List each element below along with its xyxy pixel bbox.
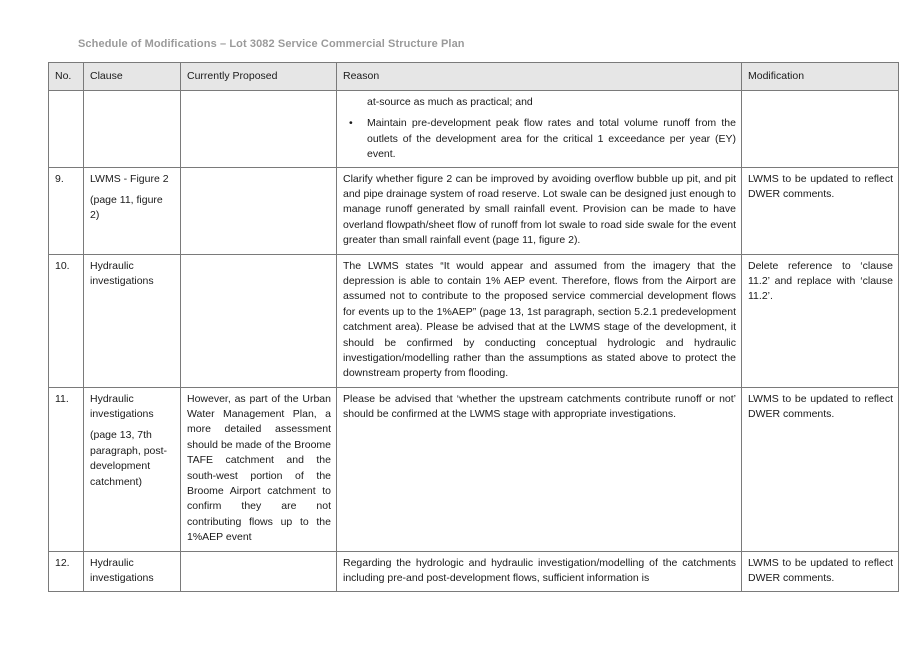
column-header-no: No. <box>49 63 84 91</box>
column-header-currently-proposed: Currently Proposed <box>181 63 337 91</box>
modifications-table <box>48 62 899 592</box>
cell-currently-proposed: However, as part of the Urban Water Management Plan, a more detailed assessment should be made of the Broome TAFE catchment and the south-west portion of the Broome Airport catchment to confirm they are not contributing flows up to the 1%AEP event <box>181 387 337 551</box>
cell-currently-proposed <box>181 551 337 591</box>
cell-reason: Please be advised that ‘whether the upstream catchments contribute runoff or not’ should be confirmed at the LWMS stage with appropriate investigations. <box>337 387 742 551</box>
cell-no: 9. <box>49 167 84 254</box>
cell-modification: LWMS to be updated to reflect DWER comments. <box>742 387 899 551</box>
reason-list-item: at-source as much as practical; and <box>367 96 533 108</box>
cell-currently-proposed <box>181 91 337 168</box>
cell-reason <box>337 91 742 168</box>
cell-reason: The LWMS states “It would appear and assumed from the imagery that the depression is able to contain 1% AEP event. Therefore, flows from the Airport are assumed not to contribute to the proposed service commercial development flows for events up to the 1%AEP” (page 13, 1st paragraph, section 5.2.1 predevelopment catchment area). Please be advised that at the LWMS stage of the development, it should be confirmed by conducting conceptual hydrologic and hydraulic investigation/modelling rather than the assumptions as stated above to protect the downstream property from flooding. <box>337 254 742 387</box>
cell-no: 12. <box>49 551 84 591</box>
document-header: Schedule of Modifications – Lot 3082 Service Commercial Structure Plan <box>78 38 465 50</box>
table-row <box>49 91 899 168</box>
cell-currently-proposed <box>181 254 337 387</box>
table-row <box>49 167 899 254</box>
cell-modification: LWMS to be updated to reflect DWER comments. <box>742 167 899 254</box>
clause-line: (page 13, 7th paragraph, post-development catchment) <box>90 429 168 488</box>
cell-clause <box>84 91 181 168</box>
reason-list-item: • Maintain pre-development peak flow rates and total volume runoff from the outlets of the development area for the critical 1 exceedance per year (EY) event. <box>367 116 736 162</box>
column-header-modification: Modification <box>742 63 899 91</box>
cell-no <box>49 91 84 168</box>
cell-clause <box>84 254 181 387</box>
clause-line: LWMS - Figure 2 <box>90 172 169 185</box>
cell-clause <box>84 167 181 254</box>
reason-list <box>343 95 736 163</box>
cell-no: 10. <box>49 254 84 387</box>
cell-clause <box>84 387 181 551</box>
table-row <box>49 254 899 387</box>
column-header-clause: Clause <box>84 63 181 91</box>
cell-modification: Delete reference to ‘clause 11.2’ and replace with ‘clause 11.2’. <box>742 254 899 387</box>
cell-reason: Regarding the hydrologic and hydraulic investigation/modelling of the catchments including pre-and post-development flows, sufficient information is <box>337 551 742 591</box>
cell-no: 11. <box>49 387 84 551</box>
cell-reason: Clarify whether figure 2 can be improved by avoiding overflow bubble up pit, and pit and pipe drainage system of road reserve. Lot swale can be designed just enough to manage runoff generated by small rainfall event. Provision can be made to have overland flowpath/sheet flow of runoff from lot swale to road side swale for the event greater than small rainfall event (page 11, figure 2). <box>337 167 742 254</box>
clause-line: (page 11, figure 2) <box>90 194 163 222</box>
cell-modification: LWMS to be updated to reflect DWER comments. <box>742 551 899 591</box>
cell-currently-proposed <box>181 167 337 254</box>
cell-modification <box>742 91 899 168</box>
table-row <box>49 551 899 591</box>
cell-clause <box>84 551 181 591</box>
clause-line: Hydraulic investigations <box>90 556 154 585</box>
table-header-row <box>49 63 899 91</box>
column-header-reason: Reason <box>337 63 742 91</box>
clause-line: Hydraulic investigations <box>90 392 154 421</box>
table-row <box>49 387 899 551</box>
clause-line: Hydraulic investigations <box>90 259 154 288</box>
